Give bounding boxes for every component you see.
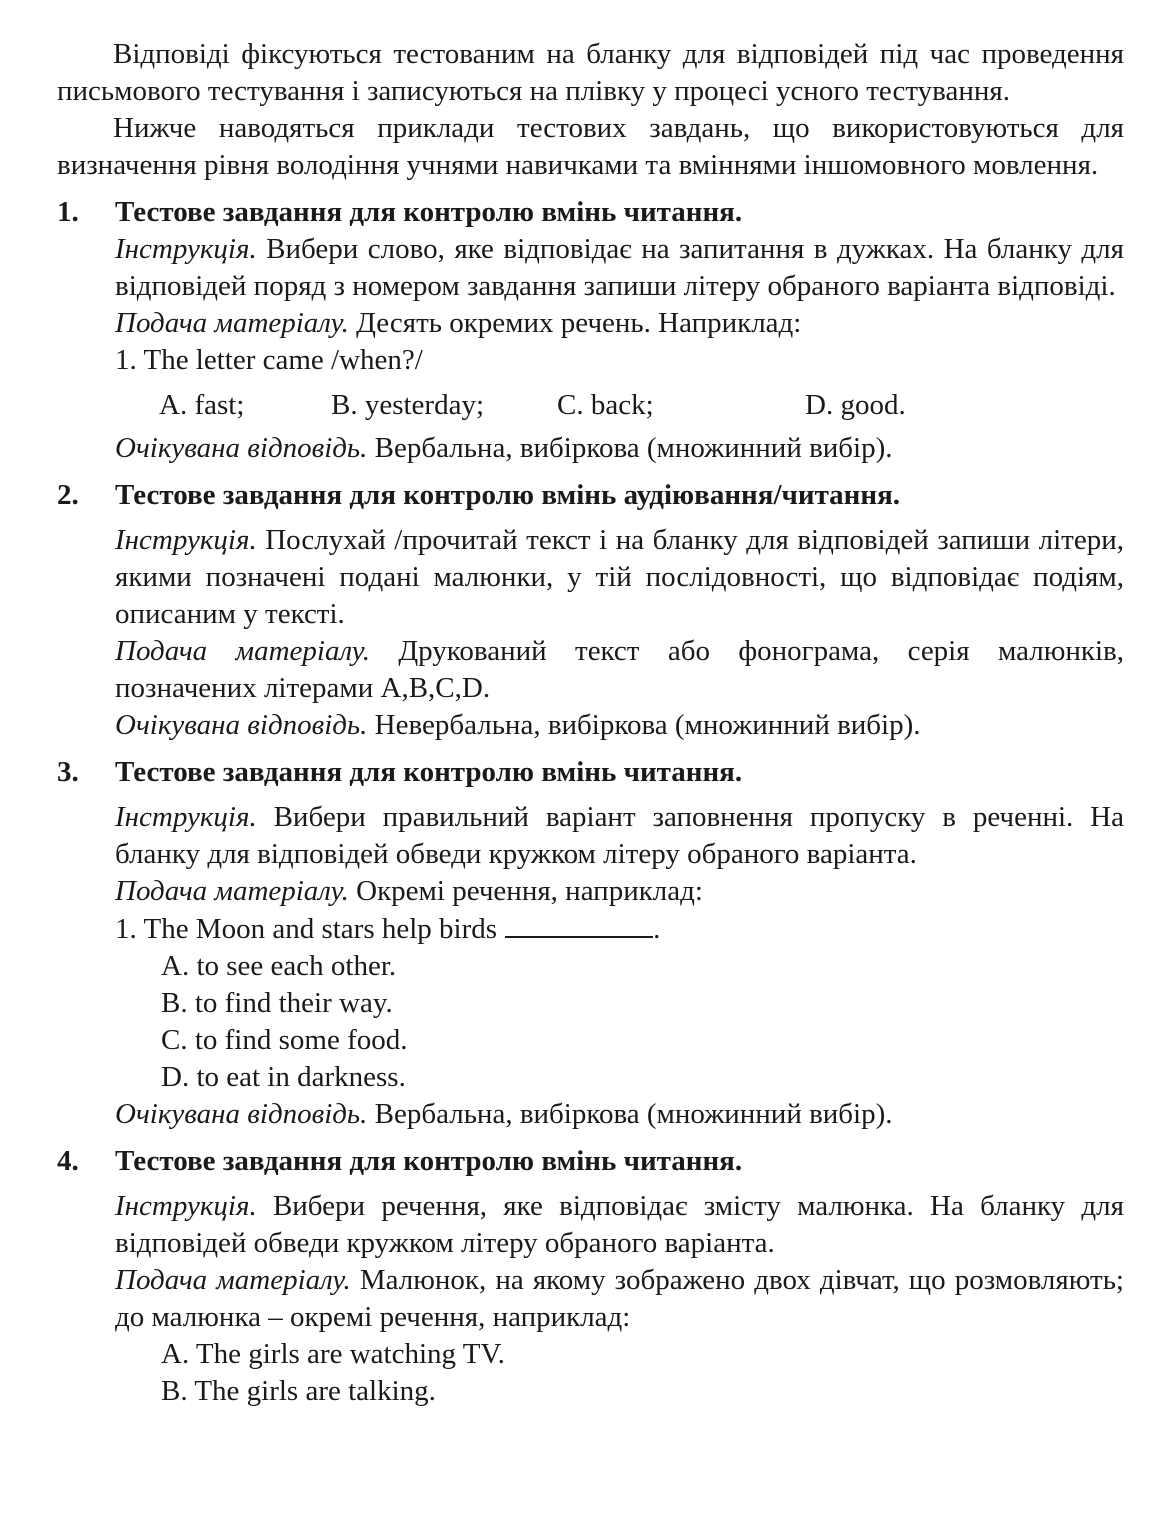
answer-label: Очікувана відповідь. (115, 432, 368, 464)
section-number: 3. (57, 756, 79, 788)
material-text: Десять окремих речень. Наприклад: (348, 307, 802, 339)
section-3 (57, 754, 1124, 1133)
instruction-text: Вибери речення, яке відповідає змісту малюнка. На бланку для відповідей обведи кружком літеру обраного варіанта. (115, 1190, 1124, 1259)
answer-text: Вербальна, вибіркова (множинний вибір). (367, 1098, 893, 1130)
section-heading (57, 194, 1124, 231)
instruction (115, 799, 1124, 873)
section-number: 1. (57, 196, 79, 228)
material-label: Подача матеріалу. (115, 635, 370, 667)
options-list (161, 1336, 1124, 1410)
section-title: Тестове завдання для контролю вмінь читання. (115, 196, 743, 228)
option-c: C. back; (557, 389, 654, 421)
section-title: Тестове завдання для контролю вмінь читання. (115, 756, 743, 788)
answer-label: Очікувана відповідь. (115, 709, 368, 741)
section-heading (57, 477, 1124, 514)
material-label: Подача матеріалу. (115, 875, 349, 907)
intro-paragraph-1: Відповіді фіксуються тестованим на бланку для відповідей під час проведення письмового тестування і записуються на плівку у процесі усного тестування. (57, 38, 1124, 107)
example-sentence (115, 910, 1124, 948)
material-label: Подача матеріалу. (115, 1264, 351, 1296)
section-title: Тестове завдання для контролю вмінь аудіювання/читання. (115, 479, 901, 511)
instruction (115, 231, 1124, 305)
section-4 (57, 1143, 1124, 1410)
instruction-label: Інструкція. (115, 1190, 257, 1222)
expected-answer (115, 707, 1124, 744)
option-a: A. fast; (159, 389, 245, 421)
section-2 (57, 477, 1124, 744)
answer-blank (505, 910, 653, 938)
material (115, 305, 1124, 342)
instruction-text: Вибери правильний варіант заповнення пропуску в реченні. На бланку для відповідей обведи кружком літеру обраного варіанта. (115, 801, 1124, 870)
option-d: D. to eat in darkness. (161, 1061, 406, 1093)
example-end: . (653, 913, 661, 945)
section-number: 4. (57, 1145, 79, 1177)
option-a: A. to see each other. (161, 950, 397, 982)
answer-text: Вербальна, вибіркова (множинний вибір). (367, 432, 893, 464)
section-1 (57, 194, 1124, 467)
option-c: C. to find some food. (161, 1024, 408, 1056)
section-number: 2. (57, 479, 79, 511)
options-row (159, 387, 1124, 424)
option-b: B. to find their way. (161, 987, 393, 1019)
option-a: A. The girls are watching TV. (161, 1338, 505, 1370)
instruction-text: Вибери слово, яке відповідає на запитання в дужках. На бланку для відповідей поряд з номером завдання запиши літеру обраного варіанта відповіді. (115, 233, 1124, 302)
option-b: B. yesterday; (331, 389, 485, 421)
option-b: B. The girls are talking. (161, 1375, 436, 1407)
material (115, 1262, 1124, 1336)
example-text: 1. The Moon and stars help birds (115, 913, 498, 945)
intro-paragraph-2: Нижче наводяться приклади тестових завдань, що використовуються для визначення рівня володіння учнями навичками та вміннями іншомовного мовлення. (57, 112, 1124, 181)
option-d: D. good. (805, 389, 906, 421)
expected-answer (115, 430, 1124, 467)
instruction (115, 1188, 1124, 1262)
material-text: Малюнок, на якому зображено двох дівчат, що розмовляють; до малюнка – окремі речення, наприклад: (115, 1264, 1124, 1333)
expected-answer (115, 1096, 1124, 1133)
material-label: Подача матеріалу. (115, 307, 349, 339)
material (115, 633, 1124, 707)
section-title: Тестове завдання для контролю вмінь читання. (115, 1145, 743, 1177)
section-heading (57, 754, 1124, 791)
answer-label: Очікувана відповідь. (115, 1098, 368, 1130)
material-text: Окремі речення, наприклад: (348, 875, 703, 907)
material-text: Друкований текст або фонограма, серія малюнків, позначених літерами A,B,C,D. (115, 635, 1124, 704)
section-heading (57, 1143, 1124, 1180)
instruction-label: Інструкція. (115, 233, 257, 265)
answer-text: Невербальна, вибіркова (множинний вибір). (367, 709, 921, 741)
instruction-text: Послухай /прочитай текст і на бланку для відповідей запиши літери, якими позначені подані малюнки, у тій послідовності, що відповідає подіям, описаним у тексті. (115, 524, 1124, 630)
example-sentence: 1. The letter came /when?/ (115, 344, 423, 376)
options-list (161, 948, 1124, 1096)
instruction-label: Інструкція. (115, 524, 257, 556)
instruction (115, 522, 1124, 633)
material (115, 873, 1124, 910)
instruction-label: Інструкція. (115, 801, 257, 833)
